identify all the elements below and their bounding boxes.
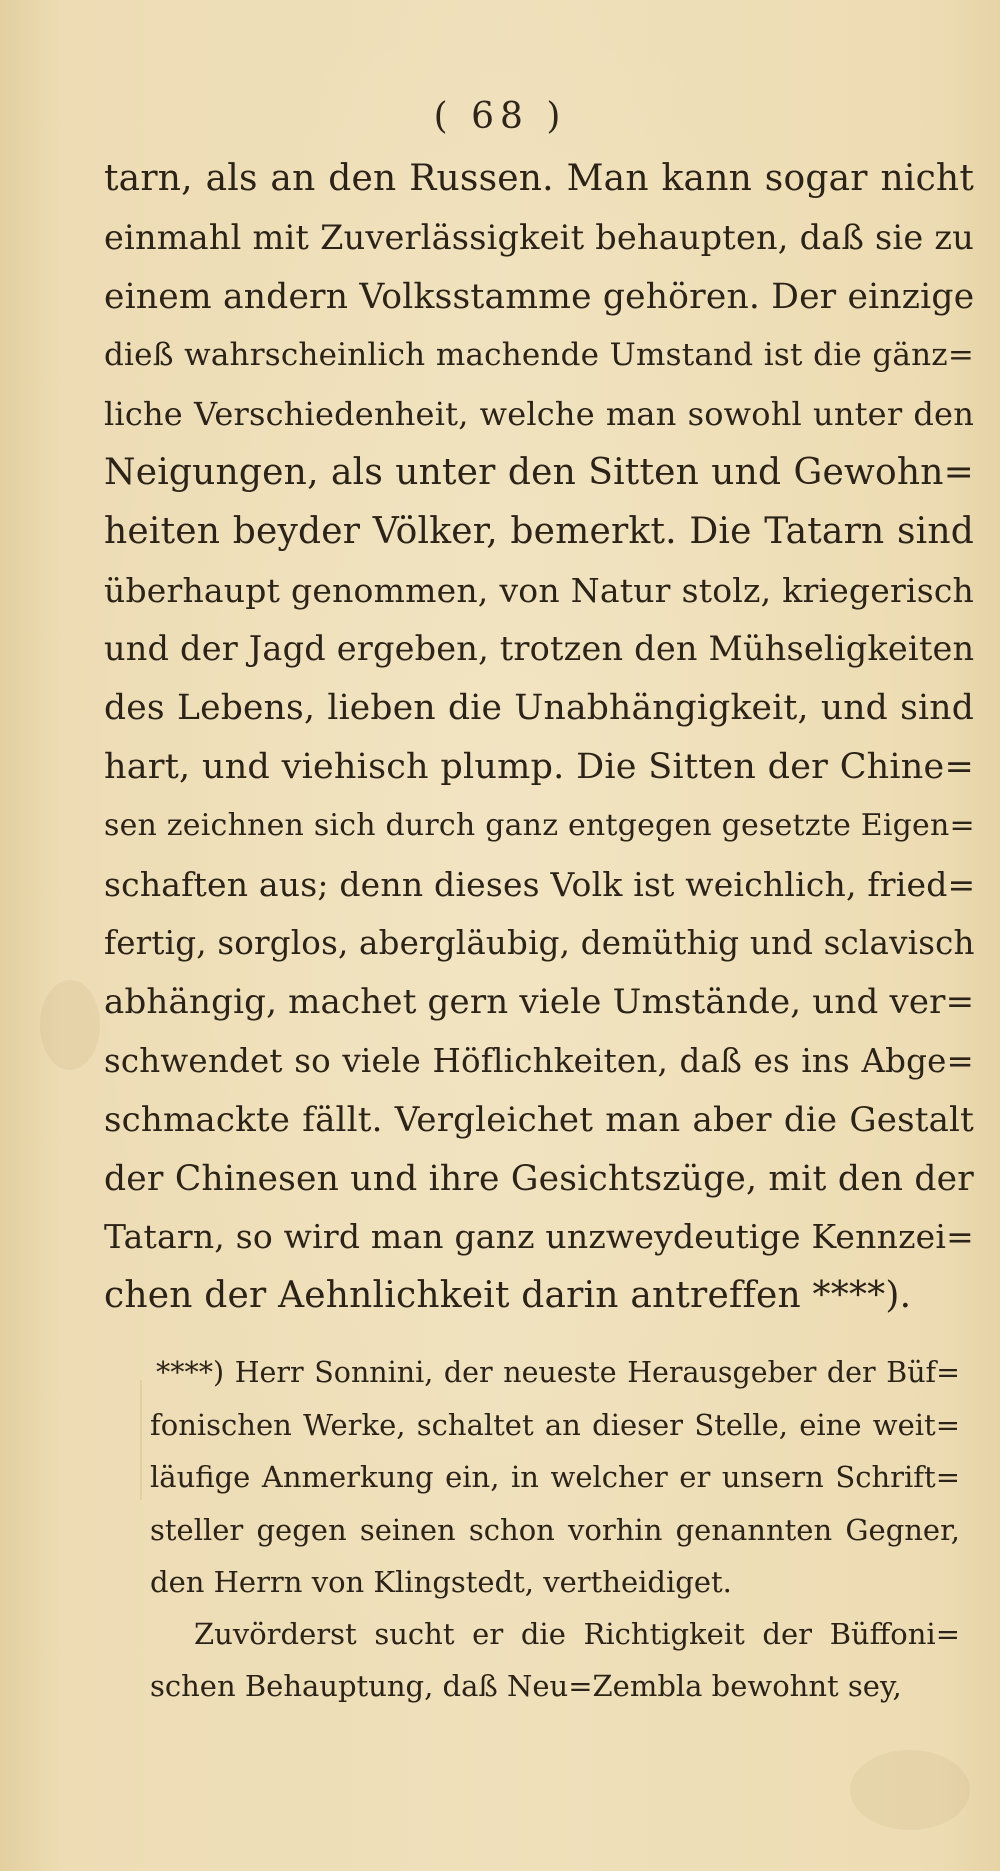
text-line: und der Jagd ergeben, trotzen den Mühseligkeiten (104, 629, 975, 669)
text-line: Tatarn, so wird man ganz unzweydeutige Kennzei= (104, 1217, 974, 1257)
footnote-line: den Herrn von Klingstedt, vertheidiget. (150, 1564, 732, 1599)
paper-stain (40, 980, 100, 1070)
text-line: abhängig, machet gern viele Umstände, und ver= (104, 982, 975, 1023)
footnote-line: steller gegen seinen schon vorhin genannten Gegner, (150, 1512, 960, 1547)
footnote-line: ****) Herr Sonnini, der neueste Herausgeber der Büf= (156, 1356, 960, 1389)
text-line: einem andern Volksstamme gehören. Der einzige (104, 276, 975, 317)
paper-stain (850, 1750, 970, 1830)
text-line: überhaupt genommen, von Natur stolz, kriegerisch (104, 570, 974, 610)
text-line: schaften aus; denn dieses Volk ist weichlich, fried= (104, 864, 976, 904)
text-line: hart, und viehisch plump. Die Sitten der Chine= (104, 746, 974, 787)
text-line: chen der Aehnlichkeit darin antreffen ****). (104, 1275, 912, 1317)
footnote-line: läufige Anmerkung ein, in welcher er unsern Schrift= (150, 1460, 960, 1495)
text-line: schwendet so viele Höflichkeiten, daß es ins Abge= (104, 1041, 974, 1080)
text-line: einmahl mit Zuverlässigkeit behaupten, daß sie zu (104, 217, 974, 257)
main-text (104, 150, 974, 1326)
text-line: des Lebens, lieben die Unabhängigkeit, und sind (104, 688, 974, 729)
text-line: Neigungen, als unter den Sitten und Gewohn= (104, 451, 974, 493)
text-line: schmackte fällt. Vergleichet man aber die Gestalt (104, 1099, 974, 1140)
footnote-line: fonischen Werke, schaltet an dieser Stelle, eine weit= (150, 1408, 960, 1443)
text-line: der Chinesen und ihre Gesichtszüge, mit den der (104, 1158, 974, 1199)
paper-crease (140, 1380, 142, 1500)
footnote (150, 1347, 960, 1712)
text-line: sen zeichnen sich durch ganz entgegen gesetzte Eigen= (104, 807, 975, 843)
footnote-line: schen Behauptung, daß Neu=Zembla bewohnt sey, (150, 1669, 902, 1704)
page-number: ( 68 ) (433, 96, 567, 137)
footnote-line: Zuvörderst sucht er die Richtigkeit der Büffoni= (194, 1616, 960, 1651)
text-line: dieß wahrscheinlich machende Umstand ist die gänz= (104, 337, 974, 374)
text-line: fertig, sorglos, abergläubig, demüthig und sclavisch (104, 924, 975, 963)
text-line: tarn, als an den Russen. Man kann sogar nicht (104, 158, 974, 199)
text-line: heiten beyder Völker, bemerkt. Die Tatarn sind (104, 510, 974, 552)
text-line: liche Verschiedenheit, welche man sowohl unter den (104, 395, 974, 434)
